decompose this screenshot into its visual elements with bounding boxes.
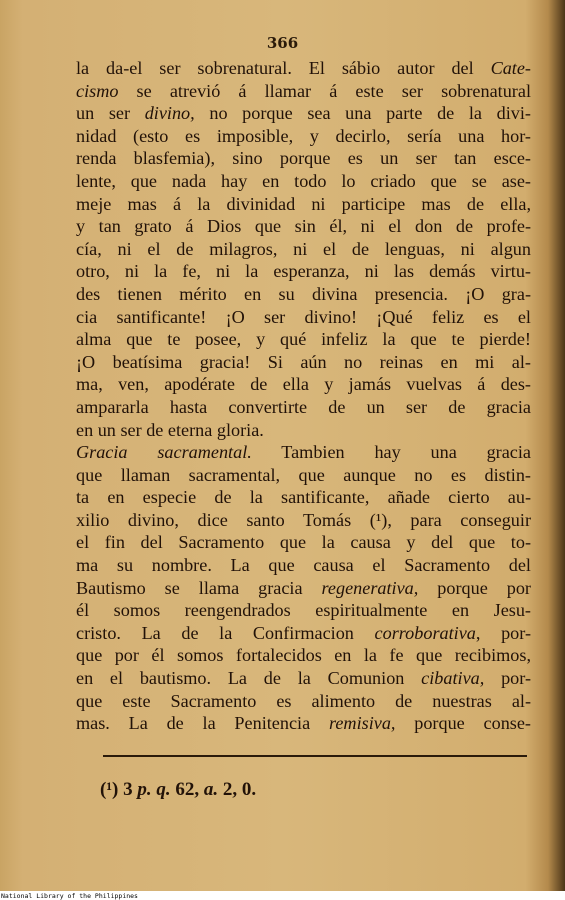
italic-segment: corroborativa — [374, 622, 476, 643]
footnote-ref-prefix: 3 — [123, 779, 133, 800]
text-line — [76, 57, 531, 80]
text-segment: Bautismo se llama gracia — [76, 577, 322, 598]
italic-segment: remisiva, — [328, 713, 396, 734]
text-segment: porque conse- — [395, 713, 531, 734]
footnote-ref-art: a. — [203, 779, 219, 800]
text-line — [76, 622, 531, 645]
text-segment: él somos reengendrados espiritualmente en Jesu- — [76, 600, 531, 621]
italic-segment: Gracia sacramental. — [76, 442, 252, 463]
text-segment: , por- — [475, 622, 532, 643]
text-line — [76, 306, 531, 329]
text-line — [76, 712, 531, 735]
body-text — [76, 57, 531, 735]
text-segment: en un ser de eterna gloria. — [76, 419, 264, 440]
text-segment: des tienen mérito en su divina presencia. ¡O gra- — [76, 283, 531, 304]
text-segment: un ser — [76, 103, 145, 124]
text-segment: y tan grato á Dios que sin él, ni el don de profe- — [76, 216, 531, 237]
text-line — [76, 599, 531, 622]
text-line — [76, 328, 531, 351]
text-line — [76, 441, 531, 464]
text-segment: en el bautismo. La de la Comunion — [76, 668, 422, 689]
text-line — [76, 644, 531, 667]
text-segment: no porque sea una parte de la divi- — [194, 103, 531, 124]
text-line — [76, 554, 531, 577]
text-line — [76, 419, 531, 442]
footnote-divider — [103, 755, 527, 757]
text-segment: cía, ni el de milagros, ni el de lenguas, ni algun — [76, 238, 531, 259]
italic-segment: cibativa, — [421, 668, 485, 689]
text-segment: ta en especie de la santificante, añade cierto au- — [76, 487, 531, 508]
italic-segment: divino, — [144, 103, 195, 124]
text-segment: meje mas á la divinidad ni participe mas de ella, — [76, 193, 531, 214]
footnote-ref-num: 62, — [175, 779, 200, 800]
text-segment: ¡O beatísima gracia! Si aún no reinas en mi al- — [76, 351, 531, 372]
text-segment: se atrevió á llamar á este ser sobrenatural — [118, 80, 531, 101]
italic-segment: Cate- — [490, 58, 531, 78]
italic-segment: cismo — [76, 80, 119, 101]
text-line — [76, 577, 531, 600]
text-segment: que por él somos fortalecidos en la fe que recibimos, — [76, 645, 531, 666]
text-line — [76, 690, 531, 713]
text-segment: cia santificante! ¡O ser divino! ¡Qué feliz es el — [76, 306, 531, 327]
text-line — [76, 80, 531, 103]
text-line — [76, 283, 531, 306]
text-line — [76, 396, 531, 419]
text-line — [76, 260, 531, 283]
text-segment: otro, ni la fe, ni la esperanza, ni las demás virtu- — [76, 261, 531, 282]
text-line — [76, 125, 531, 148]
text-line — [76, 215, 531, 238]
text-segment: ampararla hasta convertirte de un ser de gracia — [76, 396, 531, 417]
page-number: 366 — [266, 34, 299, 52]
text-segment: por- — [484, 668, 531, 689]
text-line — [76, 667, 531, 690]
text-segment: lente, que nada hay en todo lo criado que se ase- — [76, 170, 531, 191]
text-segment: que este Sacramento es alimento de nuestras al- — [76, 690, 531, 711]
text-segment: nidad (esto es imposible, y decirlo, sería una hor- — [76, 125, 531, 146]
text-segment: mas. La de la Penitencia — [76, 713, 329, 734]
footnote-ref-rest: 2, 0. — [222, 779, 257, 800]
text-segment: la da-el ser sobrenatural. El sábio autor del — [76, 58, 491, 78]
text-segment: Tambien hay una gracia — [251, 442, 531, 463]
text-line — [76, 464, 531, 487]
text-line — [76, 486, 531, 509]
text-segment: que llaman sacramental, que aunque no es distin- — [76, 464, 531, 485]
footnote — [100, 779, 256, 801]
text-segment: cristo. La de la Confirmacion — [76, 622, 375, 643]
text-segment: el fin del Sacramento que la causa y del que to- — [76, 532, 531, 553]
text-segment: renda blasfemia), sino porque es un ser tan esce- — [76, 148, 531, 169]
text-line — [76, 351, 531, 374]
text-segment: alma que te posee, y qué infeliz la que te pierde! — [76, 329, 531, 350]
footnote-marker: (¹) — [100, 779, 119, 800]
text-segment: ma, ven, apodérate de ella y jamás vuelvas á des- — [76, 374, 531, 395]
text-line — [76, 238, 531, 261]
text-segment: porque por — [418, 577, 531, 598]
text-line — [76, 531, 531, 554]
text-line — [76, 170, 531, 193]
footnote-ref-italic: p. q. — [137, 779, 171, 800]
text-segment: xilio divino, dice santo Tomás (¹), para conseguir — [76, 509, 531, 530]
text-line — [76, 509, 531, 532]
text-line — [76, 147, 531, 170]
italic-segment: regenerativa, — [321, 577, 419, 598]
text-line — [76, 193, 531, 216]
text-segment: ma su nombre. La que causa el Sacramento del — [76, 555, 531, 576]
text-line — [76, 102, 531, 125]
text-line — [76, 373, 531, 396]
library-credit: National Library of the Philippines — [1, 892, 138, 900]
